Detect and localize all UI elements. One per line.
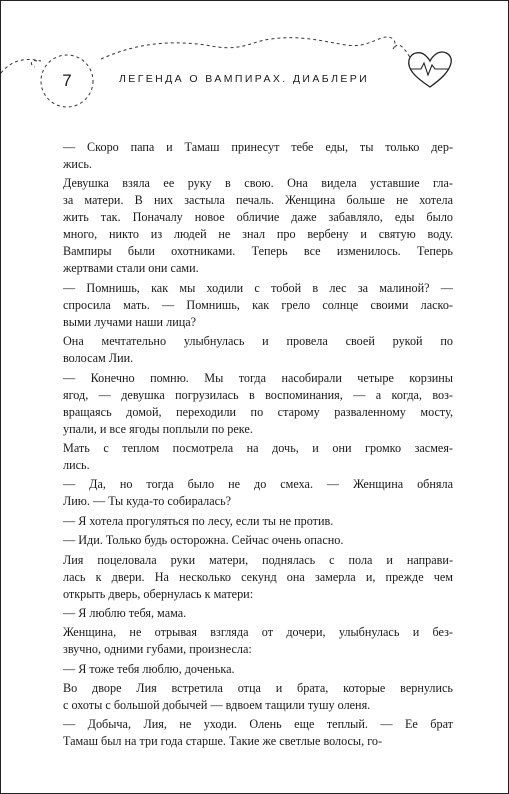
text-line: с охоты с большой добычей — вдвоем тащили тушу оленя.: [63, 698, 371, 713]
text-line: лась к двери. На несколько секунд она замерла и, прежде чем: [63, 569, 453, 584]
text-line: выми лучами наши лица?: [63, 314, 197, 329]
paragraph: [63, 661, 453, 678]
paragraph: [63, 605, 453, 622]
paragraph: [63, 440, 453, 474]
paragraph: [63, 476, 453, 510]
text-line: волосам Лии.: [63, 351, 134, 366]
text-line: Лия поцеловала руки матери, поднялась с пола и направи-: [63, 552, 453, 567]
paragraph: [63, 513, 453, 530]
text-line: — Да, но тогда было не до смеха. — Женщина обняла: [63, 477, 453, 492]
text-line: — Я тоже тебя люблю, доченька.: [63, 661, 235, 676]
text-line: — Добыча, Лия, не уходи. Олень еще теплый. — Ее брат: [63, 717, 453, 732]
text-line: открыть дверь, обернулась к матери:: [63, 586, 254, 601]
heart-pulse-icon: [405, 47, 455, 91]
text-line: спросила мать. — Помнишь, как грело солнце своими ласко-: [63, 297, 453, 312]
text-line: Лию. — Ты куда-то собиралась?: [63, 494, 232, 509]
text-line: жертвами стали они сами.: [63, 261, 199, 276]
text-line: лись.: [63, 457, 90, 472]
text-line: Девушка взяла ее руку в свою. Она видела уставшие гла-: [63, 176, 453, 191]
text-line: — Я хотела прогуляться по лесу, если ты не против.: [63, 513, 334, 528]
text-line: — Скоро папа и Тамаш принесут тебе еды, ты только дер-: [63, 140, 453, 154]
page-number: 7: [62, 71, 72, 90]
text-line: — Помнишь, как мы ходили с тобой в лес за малиной? —: [63, 280, 453, 295]
text-line: Женщина, не отрывая взгляда от дочери, улыбнулась и без-: [63, 625, 453, 640]
paragraph: [63, 552, 453, 603]
text-line: Мать с теплом посмотрела на дочь, и они громко засмея-: [63, 440, 453, 455]
text-line: ягод, — девушка погрузилась в воспоминания, — а когда, воз-: [63, 387, 453, 402]
text-line: звучно, одними губами, произнесла:: [63, 642, 252, 657]
running-title: ЛЕГЕНДА О ВАМПИРАХ. ДИАБЛЕРИ: [119, 73, 370, 85]
paragraph: [63, 280, 453, 331]
text-line: — Конечно помню. Мы тогда насобирали четыре корзины: [63, 370, 453, 385]
text-line: Она мечтательно улыбнулась и провела своей рукой по: [63, 334, 453, 349]
paragraph: [63, 716, 453, 750]
text-line: жить так. Поначалу новое обличие даже забавляло, еды было: [63, 210, 453, 225]
text-line: Вампиры были охотниками. Теперь все изменилось. Теперь: [63, 244, 453, 259]
text-line: много, никто из людей не знал про вербену и святую воду.: [63, 227, 453, 242]
text-line: за матери. В них застыла печаль. Женщина больше не хотела: [63, 193, 453, 208]
paragraph: [63, 333, 453, 367]
text-line: Во дворе Лия встретила отца и брата, которые вернулись: [63, 681, 453, 696]
text-line: — Иди. Только будь осторожна. Сейчас очень опасно.: [63, 533, 344, 548]
text-line: вращаясь домой, переходили по старому разваленному мосту,: [63, 404, 453, 419]
paragraph: [63, 624, 453, 658]
paragraph: [63, 139, 453, 173]
paragraph: [63, 175, 453, 277]
body-text: [63, 139, 453, 753]
text-line: упали, и все ягоды поплыли по реке.: [63, 421, 253, 436]
paragraph: [63, 532, 453, 549]
text-line: — Я люблю тебя, мама.: [63, 605, 187, 620]
paragraph: [63, 370, 453, 438]
text-line: Тамаш был на три года старше. Такие же светлые волосы, го-: [63, 734, 383, 749]
text-line: жись.: [63, 157, 92, 171]
paragraph: [63, 680, 453, 714]
